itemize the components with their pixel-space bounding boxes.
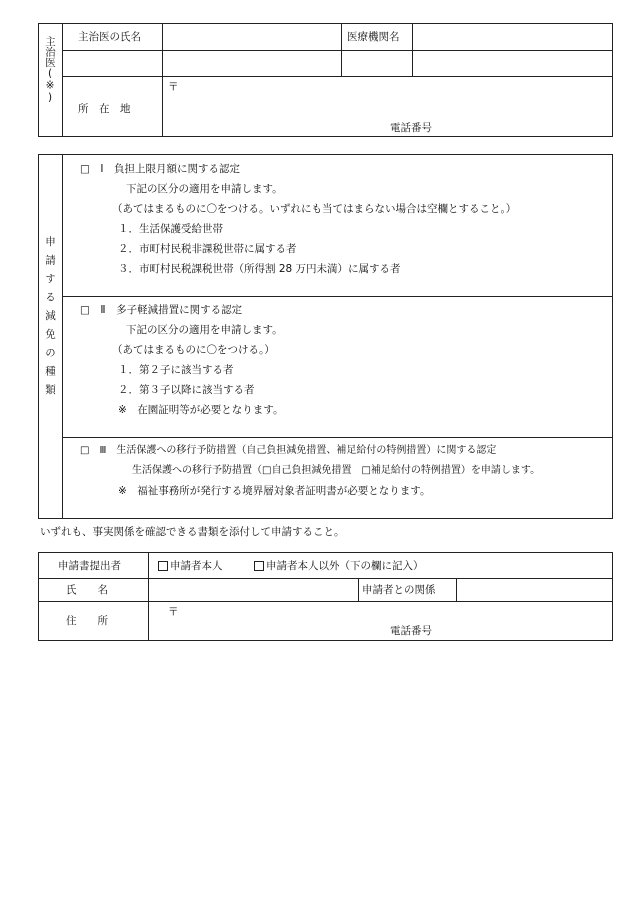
relation-field[interactable]	[458, 580, 610, 600]
section1-item[interactable]: ２．市町村民税非課税世帯に属する者	[118, 243, 297, 255]
checkbox-icon[interactable]	[158, 561, 168, 571]
section2-item[interactable]: ２．第３子以降に該当する者	[118, 384, 255, 396]
doctor-name-label: 主治医の氏名	[78, 31, 141, 43]
doctor-name-field[interactable]	[164, 25, 340, 49]
divider	[62, 296, 613, 297]
divider	[62, 23, 63, 137]
applicant-name-field[interactable]	[150, 580, 356, 600]
divider	[38, 578, 613, 579]
section1-item[interactable]: １．生活保護受給世帯	[118, 223, 223, 235]
divider	[62, 76, 613, 77]
applicant-address-field[interactable]	[180, 603, 600, 623]
relation-label: 申請者との関係	[362, 584, 436, 596]
institution-field[interactable]	[414, 25, 610, 49]
submitter-self-option[interactable]	[158, 559, 223, 573]
doctor-address-field[interactable]	[180, 79, 600, 115]
divider	[148, 552, 149, 641]
doctor-phone-label: 電話番号	[390, 122, 432, 134]
divider	[456, 578, 457, 601]
applicant-address-label: 住 所	[66, 615, 108, 627]
section1-title[interactable]: □ Ⅰ 負担上限月額に関する認定	[80, 163, 241, 175]
section3-line2: ※ 福祉事務所が発行する境界層対象者証明書が必要となります。	[118, 485, 431, 497]
section1-line1: 下記の区分の適用を申請します。	[126, 183, 283, 195]
option-other-label: 申請者本人以外（下の欄に記入）	[266, 560, 424, 572]
postal-mark: 〒	[168, 606, 179, 618]
section2-item[interactable]: １．第２子に該当する者	[118, 364, 234, 376]
section3-line1: 生活保護への移行予防措置（□自己負担減免措置 □補足給付の特例措置）を申請します。	[132, 465, 541, 476]
reduction-side-label: 申請する減免の種類	[44, 236, 56, 403]
option-self-label: 申請者本人	[170, 560, 223, 572]
section1-line2: （あてはまるものに〇をつける。いずれにも当てはまらない場合は空欄とすること。）	[112, 203, 517, 215]
doctor-side-label: 主治医(※)	[44, 36, 56, 104]
divider	[38, 601, 613, 602]
section3-title[interactable]: □ Ⅲ 生活保護への移行予防措置（自己負担減免措置、補足給付の特例措置）に関する認定	[80, 445, 497, 456]
institution-label: 医療機関名	[347, 31, 400, 43]
applicant-name-label: 氏 名	[66, 584, 108, 596]
applicant-phone-label: 電話番号	[390, 625, 432, 637]
divider	[62, 154, 63, 519]
doctor-address-label: 所 在 地	[78, 103, 131, 115]
attachment-note: いずれも、事実関係を確認できる書類を添付して申請すること。	[40, 526, 345, 538]
section2-line1: 下記の区分の適用を申請します。	[126, 324, 283, 336]
checkbox-icon[interactable]	[254, 561, 264, 571]
divider	[162, 76, 163, 137]
section2-line2: （あてはまるものに〇をつける。）	[112, 344, 275, 356]
divider	[358, 578, 359, 601]
section2-note: ※ 在園証明等が必要となります。	[118, 404, 284, 416]
divider	[62, 437, 613, 438]
postal-mark: 〒	[168, 81, 179, 93]
divider	[62, 50, 613, 51]
submitter-label: 申請書提出者	[58, 560, 121, 572]
section2-title[interactable]: □ Ⅱ 多子軽減措置に関する認定	[80, 304, 243, 316]
submitter-other-option[interactable]	[254, 559, 424, 573]
section1-item[interactable]: ３．市町村民税課税世帯（所得割 28 万円未満）に属する者	[118, 263, 401, 275]
